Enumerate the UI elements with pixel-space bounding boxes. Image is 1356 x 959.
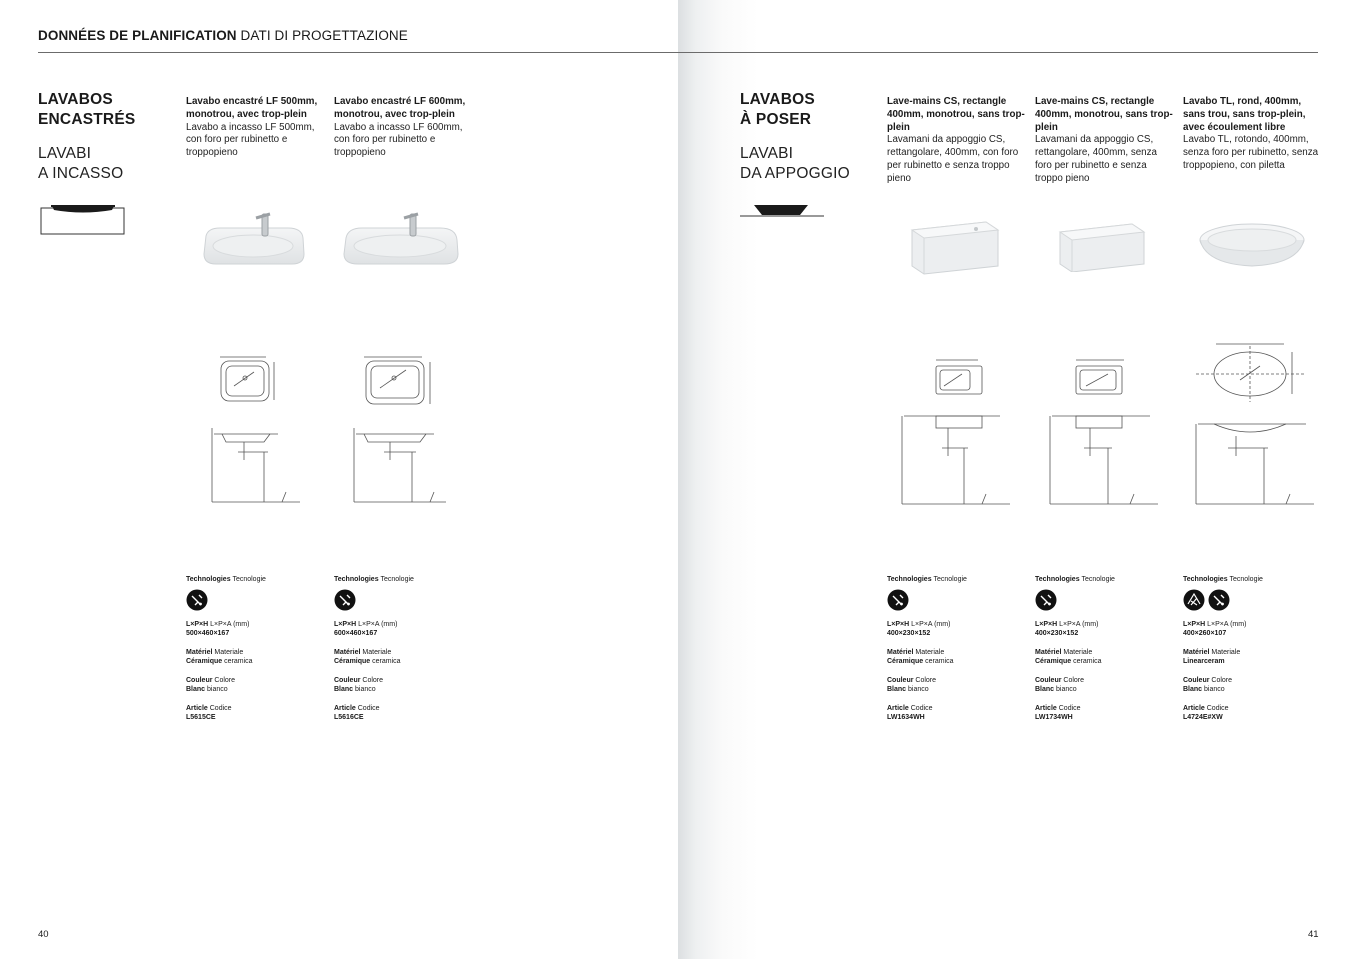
color-value-it: bianco <box>1056 686 1077 693</box>
material-value: Linearceram <box>1183 658 1225 665</box>
product-card <box>334 96 474 160</box>
material-value-it: ceramica <box>1073 658 1102 665</box>
dim-label-it: L×P×A (mm) <box>358 620 398 628</box>
color-label: Couleur <box>1035 676 1062 684</box>
page-number: 40 <box>38 929 49 940</box>
color-value-it: bianco <box>355 686 376 693</box>
article-label-it: Codice <box>910 704 933 712</box>
tech-label-it: Tecnologie <box>232 576 266 583</box>
header-divider <box>38 52 1318 53</box>
section-title-line2: ENCASTRÉS <box>38 111 136 128</box>
section-title-line1: LAVABOS <box>38 91 113 108</box>
color-value: Blanc <box>1035 686 1055 693</box>
color-value-it: bianco <box>1204 686 1225 693</box>
page-number: 41 <box>1308 929 1319 940</box>
article-code: L5616CE <box>334 714 364 721</box>
dim-label-it: L×P×A (mm) <box>911 620 951 628</box>
countertop-basin-icon <box>38 203 128 237</box>
product-title: Lave-mains CS, rectangle 400mm, monotrou, sans trop-plein <box>887 96 1025 133</box>
technical-drawing <box>350 352 450 512</box>
section-sub-line1: LAVABI <box>38 145 92 162</box>
article-label-it: Codice <box>1206 704 1229 712</box>
page-header <box>38 28 408 43</box>
section-sub-line1: LAVABI <box>740 145 794 162</box>
product-photo <box>1196 218 1308 270</box>
material-label: Matériel <box>1035 648 1062 656</box>
vessel-basin-icon <box>740 203 824 219</box>
tech-label: Technologies <box>1183 576 1228 583</box>
color-label-it: Colore <box>1211 676 1233 684</box>
right-page <box>678 0 1356 959</box>
material-label: Matériel <box>887 648 914 656</box>
material-label-it: Materiale <box>1063 648 1093 656</box>
color-value-it: bianco <box>207 686 228 693</box>
material-value-it: ceramica <box>925 658 954 665</box>
section-title-right <box>740 90 815 130</box>
material-label-it: Materiale <box>362 648 392 656</box>
technical-drawing <box>1188 336 1318 512</box>
spec-block <box>887 575 1027 723</box>
color-label: Couleur <box>1183 676 1210 684</box>
material-value: Céramique <box>186 658 223 665</box>
product-photo <box>1056 220 1148 272</box>
color-value: Blanc <box>887 686 907 693</box>
technical-drawing <box>898 352 1016 512</box>
antibacterial-technology-icon <box>1183 589 1205 611</box>
product-card <box>1183 96 1323 173</box>
product-description: Lavabo a incasso LF 600mm, con foro per rubinetto e troppopieno <box>334 121 463 159</box>
color-label-it: Colore <box>362 676 384 684</box>
section-sub-line2: DA APPOGGIO <box>740 165 850 182</box>
dim-label-it: L×P×A (mm) <box>210 620 250 628</box>
technical-drawing <box>208 352 308 512</box>
tech-label-it: Tecnologie <box>1081 576 1115 583</box>
material-value: Céramique <box>887 658 924 665</box>
spec-block <box>1183 575 1323 723</box>
dim-label-it: L×P×A (mm) <box>1207 620 1247 628</box>
section-title-left <box>38 90 135 130</box>
technical-drawing <box>1046 352 1164 512</box>
color-value: Blanc <box>186 686 206 693</box>
material-value: Céramique <box>334 658 371 665</box>
dim-label: L×P×H <box>1183 620 1206 628</box>
section-title-line1: LAVABOS <box>740 91 815 108</box>
product-photo <box>198 206 308 270</box>
header-bold: DONNÉES DE PLANIFICATION <box>38 28 237 43</box>
product-photo <box>906 218 1002 276</box>
dimensions-value: 500×460×167 <box>186 630 230 637</box>
cleaning-technology-icon <box>186 589 208 611</box>
color-value-it: bianco <box>908 686 929 693</box>
dimensions-value: 600×460×167 <box>334 630 378 637</box>
article-label-it: Codice <box>1058 704 1081 712</box>
section-title-line2: À POSER <box>740 111 812 128</box>
cleaning-technology-icon <box>1035 589 1057 611</box>
material-label-it: Materiale <box>1211 648 1241 656</box>
product-photo <box>340 206 462 270</box>
color-label: Couleur <box>186 676 213 684</box>
article-code: LW1634WH <box>887 714 925 721</box>
tech-label: Technologies <box>186 576 231 583</box>
color-label: Couleur <box>334 676 361 684</box>
material-value-it: ceramica <box>224 658 253 665</box>
header-normal: DATI DI PROGETTAZIONE <box>240 28 408 43</box>
dim-label: L×P×H <box>887 620 910 628</box>
dim-label: L×P×H <box>186 620 209 628</box>
cleaning-technology-icon <box>334 589 356 611</box>
article-label: Article <box>334 704 356 712</box>
cleaning-technology-icon <box>1208 589 1230 611</box>
product-description: Lavamani da appoggio CS, rettangolare, 400mm, con foro per rubinetto e senza troppo pieno <box>887 134 1019 184</box>
product-description: Lavamani da appoggio CS, rettangolare, 400mm, senza foro per rubinetto e senza troppo pieno <box>1035 134 1157 184</box>
material-value-it: ceramica <box>372 658 401 665</box>
dim-label-it: L×P×A (mm) <box>1059 620 1099 628</box>
product-title: Lavabo encastré LF 500mm, monotrou, avec trop-plein <box>186 96 318 120</box>
tech-label-it: Tecnologie <box>933 576 967 583</box>
article-label: Article <box>186 704 208 712</box>
tech-label-it: Tecnologie <box>1229 576 1263 583</box>
article-label-it: Codice <box>209 704 232 712</box>
product-title: Lave-mains CS, rectangle 400mm, monotrou, sans trop-plein <box>1035 96 1173 133</box>
material-label-it: Materiale <box>915 648 945 656</box>
color-label-it: Colore <box>915 676 937 684</box>
spec-block <box>334 575 474 723</box>
article-label-it: Codice <box>357 704 380 712</box>
spec-block <box>186 575 326 723</box>
color-label-it: Colore <box>214 676 236 684</box>
section-subtitle-right <box>740 144 850 184</box>
color-label: Couleur <box>887 676 914 684</box>
dimensions-value: 400×230×152 <box>887 630 931 637</box>
section-subtitle-left <box>38 144 123 184</box>
material-value: Céramique <box>1035 658 1072 665</box>
dim-label: L×P×H <box>334 620 357 628</box>
product-card <box>186 96 326 160</box>
tech-label: Technologies <box>334 576 379 583</box>
article-label: Article <box>1183 704 1205 712</box>
material-label: Matériel <box>1183 648 1210 656</box>
color-value: Blanc <box>334 686 354 693</box>
article-label: Article <box>1035 704 1057 712</box>
material-label-it: Materiale <box>214 648 244 656</box>
color-value: Blanc <box>1183 686 1203 693</box>
article-code: L4724E#XW <box>1183 714 1223 721</box>
dimensions-value: 400×260×107 <box>1183 630 1227 637</box>
spec-block <box>1035 575 1175 723</box>
product-description: Lavabo a incasso LF 500mm, con foro per rubinetto e troppopieno <box>186 121 315 159</box>
material-label: Matériel <box>186 648 213 656</box>
article-code: L5615CE <box>186 714 216 721</box>
material-label: Matériel <box>334 648 361 656</box>
tech-label-it: Tecnologie <box>380 576 414 583</box>
product-title: Lavabo TL, rond, 400mm, sans trou, sans trop-plein, avec écoulement libre <box>1183 96 1306 133</box>
cleaning-technology-icon <box>887 589 909 611</box>
tech-label: Technologies <box>1035 576 1080 583</box>
article-label: Article <box>887 704 909 712</box>
tech-label: Technologies <box>887 576 932 583</box>
dimensions-value: 400×230×152 <box>1035 630 1079 637</box>
product-card <box>887 96 1027 186</box>
color-label-it: Colore <box>1063 676 1085 684</box>
section-sub-line2: A INCASSO <box>38 165 124 182</box>
article-code: LW1734WH <box>1035 714 1073 721</box>
dim-label: L×P×H <box>1035 620 1058 628</box>
product-title: Lavabo encastré LF 600mm, monotrou, avec trop-plein <box>334 96 466 120</box>
product-description: Lavabo TL, rotondo, 400mm, senza foro per rubinetto, senza troppopieno, con piletta <box>1183 134 1319 171</box>
product-card <box>1035 96 1175 186</box>
